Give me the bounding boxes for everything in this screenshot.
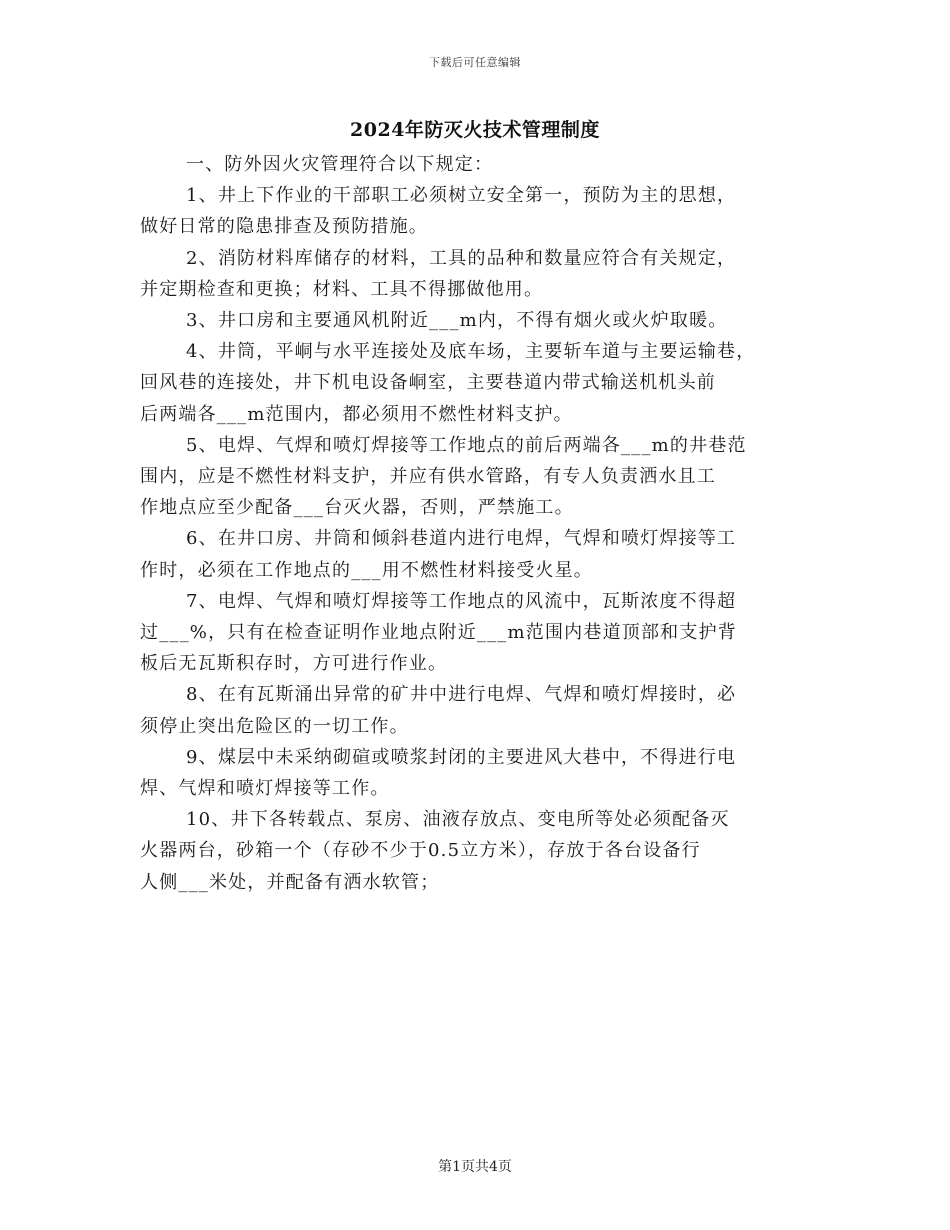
paragraph-line: 一、防外因火灾管理符合以下规定： [186,154,494,175]
paragraph-line: 作地点应至少配备___台灭火器，否则，严禁施工。 [140,497,574,519]
paragraph-line: 人侧___米处，并配备有洒水软管； [140,871,440,893]
paragraph-line: 9、煤层中未采纳砌碹或喷浆封闭的主要进风大巷中，不得进行电 [186,746,737,768]
header-note: 下载后可任意编辑 [429,56,521,69]
paragraph-line: 火器两台，砂箱一个（存砂不少于0.5立方米），存放于各台设备行 [140,840,701,862]
paragraph-line: 过___%，只有在检查证明作业地点附近___m范围内巷道顶部和支护背 [140,622,737,644]
paragraph-line: 10、井下各转载点、泵房、油液存放点、变电所等处必须配备灭 [186,809,730,831]
paragraph [140,679,820,741]
paragraph-line: 做好日常的隐患排查及预防措施。 [140,216,428,238]
paragraph-line: 板后无瓦斯积存时，方可进行作业。 [140,653,448,675]
paragraph [140,430,820,524]
paragraph [140,305,820,336]
paragraph [140,243,820,305]
document-body [140,149,820,898]
document-title: 2024年防灭火技术管理制度 [350,119,600,141]
paragraph-line: 8、在有瓦斯涌出异常的矿井中进行电焊、气焊和喷灯焊接时，必 [186,684,737,706]
paragraph-line: 作时，必须在工作地点的___用不燃性材料接受火星。 [140,559,593,581]
paragraph-line: 并定期检查和更换；材料、工具不得挪做他用。 [140,278,544,300]
paragraph-line: 7、电焊、气焊和喷灯焊接等工作地点的风流中，瓦斯浓度不得超 [186,590,737,612]
paragraph [140,180,820,242]
paragraph [140,336,820,430]
paragraph-line: 3、井口房和主要通风机附近___m内，不得有烟火或火炉取暖。 [186,310,728,332]
paragraph [140,149,820,180]
paragraph-line: 5、电焊、气焊和喷灯焊接等工作地点的前后两端各___m的井巷范 [186,434,747,456]
paragraph-line: 围内，应是不燃性材料支护，并应有供水管路，有专人负责洒水且工 [140,466,716,488]
paragraph [140,586,820,680]
paragraph-line: 1、井上下作业的干部职工必须树立安全第一，预防为主的思想， [186,185,737,207]
paragraph [140,523,820,585]
paragraph-line: 4、井筒，平峒与水平连接处及底车场，主要斩车道与主要运输巷， [186,341,756,363]
paragraph-line: 焊、气焊和喷灯焊接等工作。 [140,778,390,800]
paragraph-line: 后两端各___m范围内，都必须用不燃性材料支护。 [140,403,573,425]
page-number-footer: 第1页共4页 [438,1159,512,1175]
paragraph [140,742,820,804]
paragraph-line: 2、消防材料库储存的材料，工具的品种和数量应符合有关规定， [186,247,737,269]
paragraph-line: 6、在井口房、井筒和倾斜巷道内进行电焊，气焊和喷灯焊接等工 [186,528,737,550]
paragraph-line: 须停止突出危险区的一切工作。 [140,715,409,737]
paragraph-line: 回风巷的连接处，井下机电设备峒室，主要巷道内带式输送机机头前 [140,372,716,394]
paragraph [140,804,820,898]
